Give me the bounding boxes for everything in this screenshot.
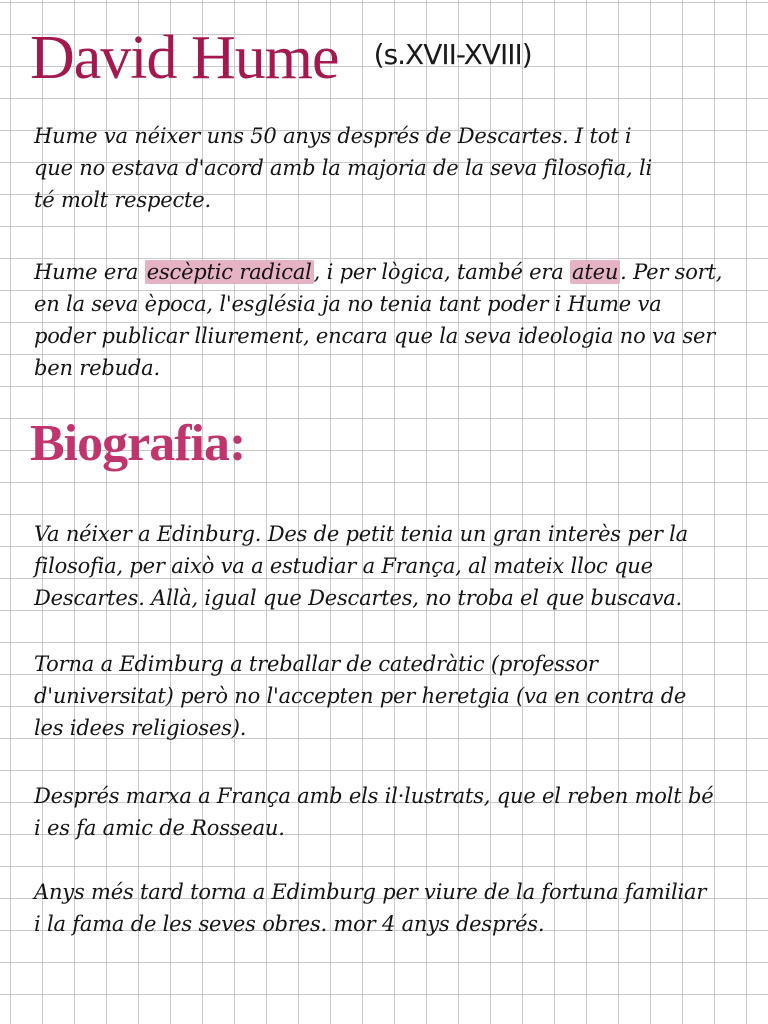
- biography-paragraph-3: [34, 780, 766, 844]
- century-label: (s.XVII-XVIII): [373, 38, 532, 71]
- text-line: Anys més tard torna a Edimburg per viure de la fortuna familiar: [34, 880, 707, 904]
- text-line: filosofia, per això va a estudiar a França, al mateix lloc que: [34, 554, 653, 578]
- text-line: [34, 256, 766, 288]
- text-line: les idees religioses).: [34, 716, 247, 740]
- intro-paragraph-2: [34, 256, 766, 384]
- biography-paragraph-1: [34, 518, 766, 614]
- text-line: en la seva època, l'església ja no tenia tant poder i Hume va: [34, 292, 662, 316]
- text-line: Va néixer a Edinburg. Des de petit tenia un gran interès per la: [34, 522, 688, 546]
- text-line: Hume va néixer uns 50 anys després de Descartes. I tot i: [34, 124, 632, 148]
- text-fragment: . Per sort,: [620, 260, 723, 284]
- text-line: i es fa amic de Rosseau.: [34, 816, 285, 840]
- text-line: Descartes. Allà, igual que Descartes, no troba el que buscava.: [34, 586, 683, 610]
- highlight-skeptic: escèptic radical: [146, 260, 312, 284]
- text-line: d'universitat) però no l'accepten per heretgia (va en contra de: [34, 684, 687, 708]
- biography-paragraph-4: [34, 876, 766, 940]
- text-line: té molt respecte.: [34, 188, 211, 212]
- text-line: poder publicar lliurement, encara que la seva ideologia no va ser: [34, 324, 716, 348]
- intro-paragraph-1: [34, 120, 766, 216]
- text-line: que no estava d'acord amb la majoria de la seva filosofia, li: [34, 156, 653, 180]
- text-line: Després marxa a França amb els il·lustrats, que el reben molt bé: [34, 784, 714, 808]
- text-line: ben rebuda.: [34, 356, 160, 380]
- text-line: Torna a Edimburg a treballar de catedràtic (professor: [34, 652, 598, 676]
- highlight-atheist: ateu: [572, 260, 619, 284]
- biography-paragraph-2: [34, 648, 766, 744]
- text-fragment: , i per lògica, també era: [313, 260, 571, 284]
- text-line: i la fama de les seves obres. mor 4 anys després.: [34, 912, 545, 936]
- title-row: [30, 22, 532, 94]
- page-title: David Hume: [30, 24, 339, 92]
- text-fragment: Hume era: [34, 260, 145, 284]
- biography-heading: Biografia:: [30, 415, 246, 472]
